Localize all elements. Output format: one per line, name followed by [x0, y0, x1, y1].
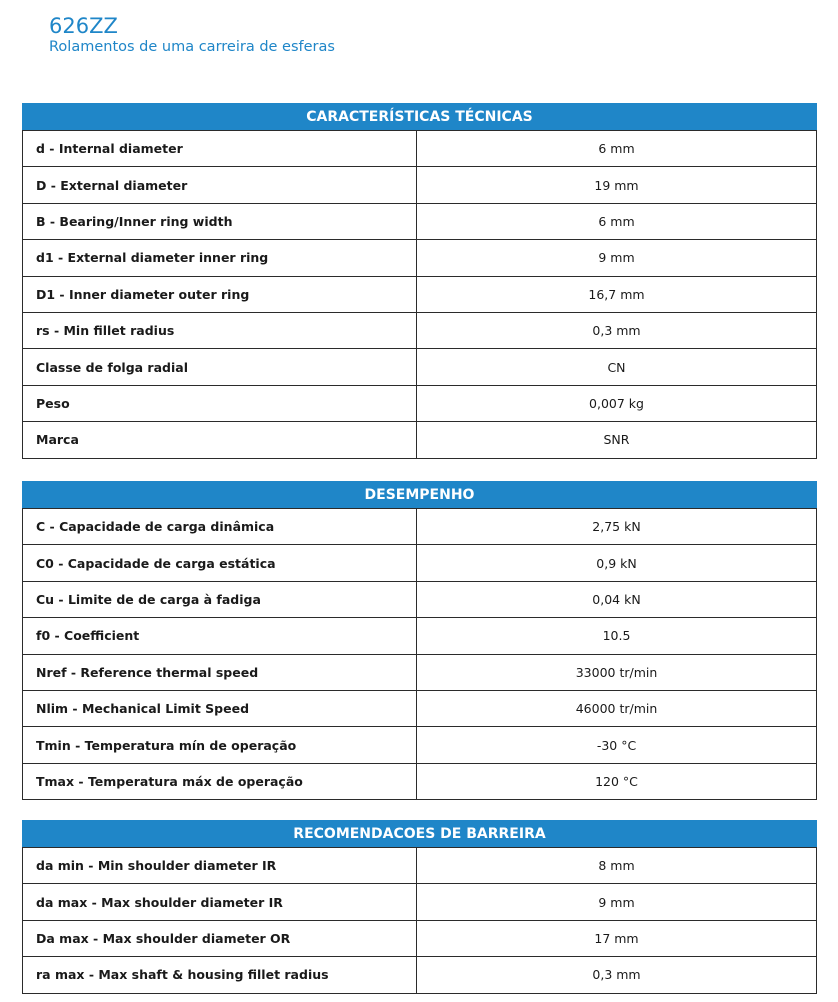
section-barrier-recommendations [22, 820, 817, 994]
row-value: -30 °C [417, 727, 817, 763]
spec-table [22, 508, 817, 800]
row-label: C - Capacidade de carga dinâmica [23, 509, 417, 545]
row-value: 0,3 mm [417, 957, 817, 993]
table-row [23, 957, 817, 993]
row-value: 33000 tr/min [417, 654, 817, 690]
table-row [23, 545, 817, 581]
row-label: ra max - Max shaft & housing fillet radius [23, 957, 417, 993]
section-technical-characteristics [22, 103, 817, 459]
table-row [23, 385, 817, 421]
row-label: d - Internal diameter [23, 131, 417, 167]
row-value: 120 °C [417, 763, 817, 799]
row-label: Tmin - Temperatura mín de operação [23, 727, 417, 763]
row-label: Nref - Reference thermal speed [23, 654, 417, 690]
table-row [23, 131, 817, 167]
table-row [23, 276, 817, 312]
section-header: CARACTERÍSTICAS TÉCNICAS [22, 103, 817, 130]
section-header: DESEMPENHO [22, 481, 817, 508]
table-row [23, 618, 817, 654]
row-value: 17 mm [417, 920, 817, 956]
row-label: Peso [23, 385, 417, 421]
spec-table [22, 130, 817, 459]
table-row [23, 312, 817, 348]
row-label: Da max - Max shoulder diameter OR [23, 920, 417, 956]
row-label: d1 - External diameter inner ring [23, 240, 417, 276]
table-row [23, 422, 817, 458]
table-row [23, 349, 817, 385]
row-value: CN [417, 349, 817, 385]
row-value: 0,9 kN [417, 545, 817, 581]
row-value: 0,3 mm [417, 312, 817, 348]
table-row [23, 509, 817, 545]
row-label: Nlim - Mechanical Limit Speed [23, 690, 417, 726]
table-row [23, 727, 817, 763]
table-row [23, 848, 817, 884]
row-label: rs - Min fillet radius [23, 312, 417, 348]
table-row [23, 690, 817, 726]
table-row [23, 763, 817, 799]
row-value: 9 mm [417, 884, 817, 920]
product-title: 626ZZ [49, 14, 118, 38]
product-subtitle: Rolamentos de uma carreira de esferas [49, 39, 335, 55]
row-label: Marca [23, 422, 417, 458]
table-row [23, 581, 817, 617]
row-value: 16,7 mm [417, 276, 817, 312]
table-row [23, 167, 817, 203]
row-label: Classe de folga radial [23, 349, 417, 385]
row-value: 46000 tr/min [417, 690, 817, 726]
row-label: Cu - Limite de de carga à fadiga [23, 581, 417, 617]
row-value: 8 mm [417, 848, 817, 884]
row-label: f0 - Coefficient [23, 618, 417, 654]
row-label: D1 - Inner diameter outer ring [23, 276, 417, 312]
row-value: 0,007 kg [417, 385, 817, 421]
row-label: da min - Min shoulder diameter IR [23, 848, 417, 884]
row-value: 19 mm [417, 167, 817, 203]
section-header: RECOMENDACOES DE BARREIRA [22, 820, 817, 847]
row-value: 10.5 [417, 618, 817, 654]
row-label: D - External diameter [23, 167, 417, 203]
section-performance [22, 481, 817, 800]
table-row [23, 884, 817, 920]
spec-table [22, 847, 817, 994]
row-value: 9 mm [417, 240, 817, 276]
row-label: B - Bearing/Inner ring width [23, 203, 417, 239]
row-value: SNR [417, 422, 817, 458]
table-row [23, 920, 817, 956]
page-header [49, 13, 335, 56]
row-label: da max - Max shoulder diameter IR [23, 884, 417, 920]
row-value: 0,04 kN [417, 581, 817, 617]
table-row [23, 240, 817, 276]
row-value: 6 mm [417, 203, 817, 239]
table-row [23, 654, 817, 690]
row-value: 2,75 kN [417, 509, 817, 545]
row-label: Tmax - Temperatura máx de operação [23, 763, 417, 799]
row-label: C0 - Capacidade de carga estática [23, 545, 417, 581]
row-value: 6 mm [417, 131, 817, 167]
table-row [23, 203, 817, 239]
